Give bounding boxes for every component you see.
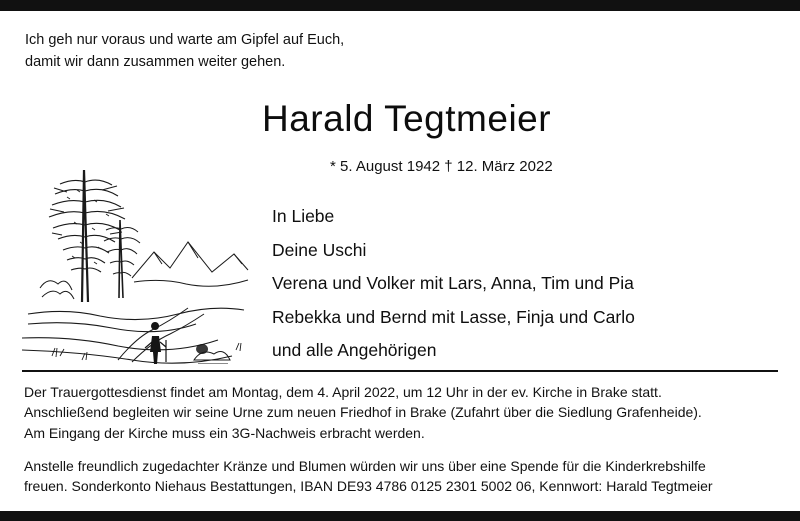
family-line: In Liebe	[272, 206, 335, 226]
deceased-dates: * 5. August 1942 † 12. März 2022	[330, 158, 553, 175]
donation-line-2: freuen. Sonderkonto Niehaus Bestattungen, IBAN DE93 4786 0125 2301 5002 06, Kennwort: Harald Tegtmeier	[24, 478, 713, 495]
epigraph-line-2: damit wir dann zusammen weiter gehen.	[25, 53, 286, 70]
family-line: Rebekka und Bernd mit Lasse, Finja und Carlo	[272, 306, 635, 327]
deceased-name: Harald Tegtmeier	[262, 98, 552, 139]
service-details	[24, 382, 782, 443]
epigraph-line-1: Ich geh nur voraus und warte am Gipfel auf Euch,	[25, 32, 345, 48]
epigraph-text	[25, 30, 545, 74]
family-block	[272, 208, 782, 376]
top-border-rule	[0, 0, 800, 11]
family-line: und alle Angehörigen	[272, 340, 437, 360]
landscape-illustration	[22, 92, 250, 364]
service-line-3: Am Eingang der Kirche muss ein 3G-Nachweis erbracht werden.	[24, 424, 425, 441]
bottom-border-rule	[0, 511, 800, 521]
donation-details	[24, 456, 782, 497]
donation-line-1: Anstelle freundlich zugedachter Kränze und Blumen würden wir uns über eine Spende für die Kinderkrebshilfe	[24, 458, 706, 474]
service-line-1: Der Trauergottesdienst findet am Montag, dem 4. April 2022, um 12 Uhr in der ev. Kirche in Brake statt.	[24, 384, 662, 400]
section-divider-rule	[22, 370, 778, 372]
family-line: Deine Uschi	[272, 239, 367, 260]
service-line-2: Anschließend begleiten wir seine Urne zum neuen Friedhof in Brake (Zufahrt über die Siedlung Grafenheide).	[24, 404, 702, 421]
family-line: Verena und Volker mit Lars, Anna, Tim und Pia	[272, 273, 634, 293]
